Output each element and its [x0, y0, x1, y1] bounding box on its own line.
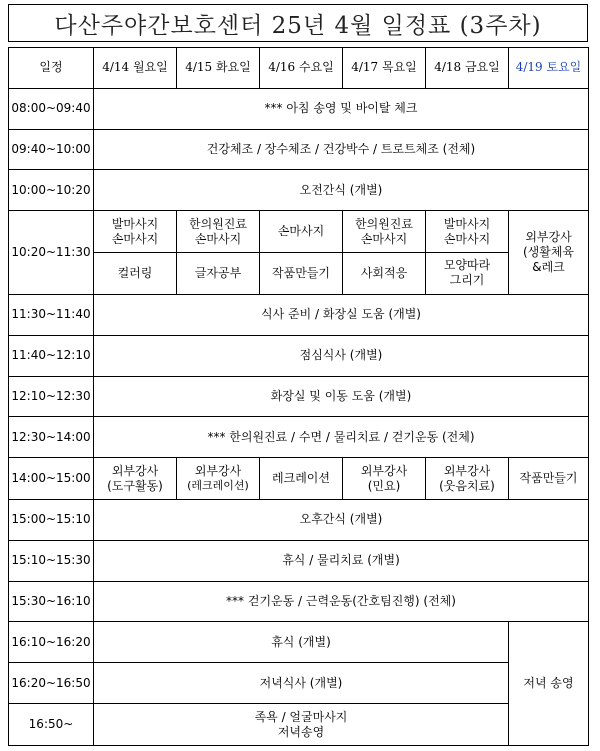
program-line: 작품만들기: [519, 471, 578, 486]
program-line: 손마사지: [443, 231, 491, 246]
time-cell: 11:40~12:10: [9, 335, 94, 376]
table-row: [9, 663, 589, 704]
table-row: [9, 88, 589, 129]
time-cell: 12:10~12:30: [9, 376, 94, 417]
time-cell: 08:00~09:40: [9, 88, 94, 129]
time-cell: 10:20~11:30: [9, 211, 94, 295]
table-row: [9, 417, 589, 458]
program-line: 레크레이션: [272, 471, 330, 486]
program-line: 그리기: [449, 273, 485, 288]
time-cell: 16:50~: [9, 704, 94, 746]
time-cell: 10:00~10:20: [9, 170, 94, 211]
activity-cell: [94, 704, 509, 746]
program-cell: [94, 211, 177, 253]
saturday-evening-cell: 저녁 송영: [509, 622, 589, 746]
program-cell: [260, 458, 343, 500]
header-day-mon: 4/14 월요일: [94, 48, 177, 89]
header-row: [9, 48, 589, 89]
time-cell: 16:20~16:50: [9, 663, 94, 704]
time-cell: 12:30~14:00: [9, 417, 94, 458]
program-line: 글자공부: [194, 265, 242, 280]
program-cell: [343, 458, 426, 500]
activity-cell: 오후간식 (개별): [94, 499, 589, 540]
activity-cell: 휴식 (개별): [94, 622, 509, 663]
program-cell: [177, 253, 260, 295]
program-line: 외부강사: [525, 230, 572, 245]
program-cell: [94, 253, 177, 295]
table-row: [9, 622, 589, 663]
program-cell: [94, 458, 177, 500]
program-line: (레크레이션): [187, 479, 249, 493]
table-row: [9, 294, 589, 335]
program-line: 모양따라: [443, 258, 491, 273]
table-row: [9, 211, 589, 253]
activity-cell: 식사 준비 / 화장실 도움 (개별): [94, 294, 589, 335]
program-cell: [260, 211, 343, 253]
activity-cell: 오전간식 (개별): [94, 170, 589, 211]
schedule-table: [8, 47, 589, 746]
table-row: [9, 253, 589, 295]
program-line: 손마사지: [194, 231, 242, 246]
time-cell: 14:00~15:00: [9, 458, 94, 500]
table-row: [9, 129, 589, 170]
activity-cell: 저녁식사 (개별): [94, 663, 509, 704]
table-row: [9, 335, 589, 376]
header-day-tue: 4/15 화요일: [177, 48, 260, 89]
activity-cell: 건강체조 / 장수체조 / 건강박수 / 트로트체조 (전체): [94, 129, 589, 170]
activity-cell: 화장실 및 이동 도움 (개별): [94, 376, 589, 417]
program-cell: [260, 253, 343, 295]
program-line: 외부강사: [194, 464, 242, 479]
program-line: &레크: [532, 260, 565, 275]
table-row: [9, 540, 589, 581]
program-line: 발마사지: [111, 216, 159, 231]
activity-cell: *** 걷기운동 / 근력운동(간호팀진행) (전체): [94, 581, 589, 622]
activity-cell: 점심식사 (개별): [94, 335, 589, 376]
program-cell: [509, 458, 589, 500]
table-row: [9, 499, 589, 540]
program-cell: [426, 253, 509, 295]
activity-cell: 휴식 / 물리치료 (개별): [94, 540, 589, 581]
program-cell: [343, 253, 426, 295]
activity-cell: *** 아침 송영 및 바이탈 체크: [94, 88, 589, 129]
program-line: 외부강사: [443, 463, 491, 478]
program-line: 외부강사: [111, 463, 159, 478]
table-row: [9, 458, 589, 500]
table-row: [9, 704, 589, 746]
header-day-sat: 4/19 토요일: [509, 48, 589, 89]
program-line: (도구활동): [107, 478, 163, 493]
time-cell: 15:10~15:30: [9, 540, 94, 581]
program-cell: [177, 458, 260, 500]
saturday-program-cell: [509, 211, 589, 295]
header-day-thu: 4/17 목요일: [343, 48, 426, 89]
program-line: 한의원진료: [189, 216, 247, 231]
time-cell: 11:30~11:40: [9, 294, 94, 335]
program-cell: [177, 211, 260, 253]
program-line: 손마사지: [111, 231, 159, 246]
program-line: (생활체육: [522, 245, 575, 260]
table-row: [9, 581, 589, 622]
activity-line: 저녁송영: [277, 724, 325, 739]
program-line: 발마사지: [443, 216, 491, 231]
program-line: 한의원진료: [355, 216, 413, 231]
program-line: (민요): [367, 478, 401, 493]
program-cell: [426, 211, 509, 253]
program-cell: [426, 458, 509, 500]
activity-cell: *** 한의원진료 / 수면 / 물리치료 / 걷기운동 (전체): [94, 417, 589, 458]
program-line: 손마사지: [277, 224, 325, 239]
table-row: [9, 376, 589, 417]
program-line: 사회적응: [360, 265, 408, 280]
program-line: 손마사지: [360, 231, 408, 246]
table-row: [9, 170, 589, 211]
header-day-fri: 4/18 금요일: [426, 48, 509, 89]
time-cell: 16:10~16:20: [9, 622, 94, 663]
program-cell: [343, 211, 426, 253]
time-cell: 15:00~15:10: [9, 499, 94, 540]
program-line: 작품만들기: [272, 265, 330, 280]
program-line: 외부강사: [360, 463, 408, 478]
time-cell: 15:30~16:10: [9, 581, 94, 622]
program-line: 컬러링: [117, 265, 153, 280]
page-title: 다산주야간보호센터 25년 4월 일정표 (3주차): [8, 4, 588, 42]
activity-line: 족욕 / 얼굴마사지: [254, 709, 348, 724]
program-line: (웃음치료): [439, 478, 495, 493]
header-schedule: 일정: [9, 48, 94, 89]
time-cell: 09:40~10:00: [9, 129, 94, 170]
header-day-wed: 4/16 수요일: [260, 48, 343, 89]
